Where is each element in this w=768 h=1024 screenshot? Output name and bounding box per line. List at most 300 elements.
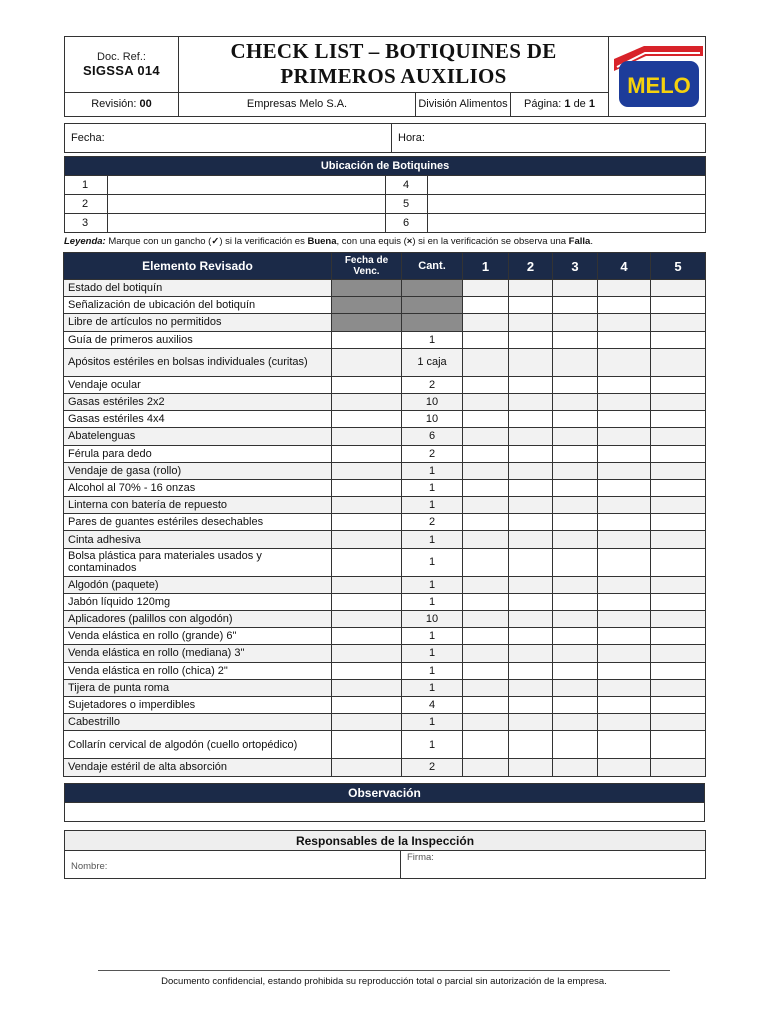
fecha-venc-cell[interactable] (332, 479, 402, 496)
check-cell-1[interactable] (463, 593, 509, 610)
check-cell-3[interactable] (553, 714, 598, 731)
check-cell-5[interactable] (651, 759, 706, 776)
check-cell-2[interactable] (509, 628, 553, 645)
check-cell-2[interactable] (509, 576, 553, 593)
cantidad-cell: 1 (402, 331, 463, 348)
element-name: Señalización de ubicación del botiquín (64, 297, 332, 314)
element-name: Estado del botiquín (64, 280, 332, 297)
check-cell-4[interactable] (598, 593, 651, 610)
legend-text-2: ) si la verificación es (219, 236, 308, 247)
cantidad-cell: 10 (402, 411, 463, 428)
check-cell-3[interactable] (553, 479, 598, 496)
ubicacion-row (65, 176, 706, 195)
check-cell-2[interactable] (509, 348, 553, 376)
check-cell-2[interactable] (509, 662, 553, 679)
check-cell-5[interactable] (651, 314, 706, 331)
check-cell-1[interactable] (463, 696, 509, 713)
check-cell-2[interactable] (509, 759, 553, 776)
table-row (64, 428, 706, 445)
fecha-venc-cell[interactable] (332, 411, 402, 428)
table-row (64, 759, 706, 776)
check-cell-5[interactable] (651, 696, 706, 713)
table-row (64, 662, 706, 679)
table-row (64, 593, 706, 610)
check-cell-4[interactable] (598, 662, 651, 679)
element-name: Venda elástica en rollo (mediana) 3" (64, 645, 332, 662)
table-row (64, 611, 706, 628)
check-cell-1[interactable] (463, 714, 509, 731)
check-cell-5[interactable] (651, 645, 706, 662)
check-cell-4[interactable] (598, 348, 651, 376)
check-cell-2[interactable] (509, 531, 553, 548)
check-cell-4[interactable] (598, 611, 651, 628)
check-cell-3[interactable] (553, 696, 598, 713)
check-cell-1[interactable] (463, 314, 509, 331)
check-cell-4[interactable] (598, 731, 651, 759)
check-cell-1[interactable] (463, 662, 509, 679)
check-cell-5[interactable] (651, 576, 706, 593)
check-cell-4[interactable] (598, 280, 651, 297)
check-cell-5[interactable] (651, 679, 706, 696)
fecha-venc-cell (332, 297, 402, 314)
check-cell-3[interactable] (553, 611, 598, 628)
cantidad-cell: 4 (402, 696, 463, 713)
check-cell-4[interactable] (598, 679, 651, 696)
check-cell-4[interactable] (598, 462, 651, 479)
table-row (64, 645, 706, 662)
cantidad-cell: 2 (402, 759, 463, 776)
check-cell-2[interactable] (509, 593, 553, 610)
page-of: de (573, 98, 586, 111)
observacion-table (64, 783, 705, 822)
logo-cell (609, 37, 706, 117)
check-cell-3[interactable] (553, 628, 598, 645)
ubicacion-title: Ubicación de Botiquines (65, 157, 706, 176)
check-cell-3[interactable] (553, 576, 598, 593)
table-row (64, 411, 706, 428)
check-cell-5[interactable] (651, 462, 706, 479)
ubicacion-field[interactable] (428, 214, 706, 233)
table-row (64, 696, 706, 713)
page-title-line2: PRIMEROS AUXILIOS (280, 64, 507, 89)
fecha-venc-cell[interactable] (332, 731, 402, 759)
check-cell-4[interactable] (598, 411, 651, 428)
check-cell-2[interactable] (509, 376, 553, 393)
element-name: Abatelenguas (64, 428, 332, 445)
check-cell-5[interactable] (651, 297, 706, 314)
nombre-field[interactable] (65, 851, 401, 879)
table-row (64, 462, 706, 479)
cantidad-cell: 2 (402, 445, 463, 462)
cantidad-cell: 1 (402, 593, 463, 610)
check-cell-3[interactable] (553, 411, 598, 428)
doc-ref-value: SIGSSA 014 (83, 62, 160, 78)
legend-text-3: , con una equis ( (336, 236, 407, 247)
fecha-venc-cell[interactable] (332, 576, 402, 593)
page-title-line1: CHECK LIST – BOTIQUINES DE (230, 39, 557, 64)
fecha-venc-cell[interactable] (332, 593, 402, 610)
doc-ref-label: Doc. Ref.: (97, 50, 146, 63)
check-cell-4[interactable] (598, 628, 651, 645)
cantidad-cell: 1 (402, 576, 463, 593)
check-cell-1[interactable] (463, 280, 509, 297)
fecha-venc-cell[interactable] (332, 376, 402, 393)
table-row (64, 376, 706, 393)
check-cell-5[interactable] (651, 593, 706, 610)
check-icon: ✓ (211, 236, 220, 247)
check-cell-2[interactable] (509, 331, 553, 348)
element-name: Aplicadores (palillos con algodón) (64, 611, 332, 628)
table-row (64, 548, 706, 576)
check-cell-4[interactable] (598, 428, 651, 445)
cantidad-cell: 1 (402, 548, 463, 576)
check-cell-3[interactable] (553, 497, 598, 514)
page-current: 1 (564, 98, 571, 111)
element-name: Jabón líquido 120mg (64, 593, 332, 610)
ubicacion-field[interactable] (108, 214, 386, 233)
fecha-venc-cell[interactable] (332, 759, 402, 776)
check-cell-4[interactable] (598, 497, 651, 514)
element-name: Gasas estériles 2x2 (64, 393, 332, 410)
revision-label: Revisión: (91, 98, 137, 111)
check-cell-1[interactable] (463, 331, 509, 348)
check-cell-3[interactable] (553, 314, 598, 331)
check-cell-5[interactable] (651, 628, 706, 645)
check-cell-1[interactable] (463, 628, 509, 645)
check-cell-3[interactable] (553, 531, 598, 548)
fecha-venc-cell[interactable] (332, 462, 402, 479)
footer-text: Documento confidencial, estando prohibida su reproducción total o parcial sin autorización de la empresa. (161, 976, 607, 987)
col-header-4: 4 (598, 253, 651, 280)
element-name: Cabestrillo (64, 714, 332, 731)
check-cell-5[interactable] (651, 393, 706, 410)
check-cell-2[interactable] (509, 297, 553, 314)
element-name: Venda elástica en rollo (grande) 6" (64, 628, 332, 645)
element-name: Bolsa plástica para materiales usados y contaminados (64, 548, 332, 576)
check-cell-5[interactable] (651, 714, 706, 731)
col-header-5: 5 (651, 253, 706, 280)
check-cell-5[interactable] (651, 280, 706, 297)
check-cell-1[interactable] (463, 548, 509, 576)
table-row (64, 576, 706, 593)
ubicacion-field[interactable] (428, 195, 706, 214)
cantidad-cell: 6 (402, 428, 463, 445)
check-cell-3[interactable] (553, 662, 598, 679)
check-cell-4[interactable] (598, 759, 651, 776)
ubicacion-num: 2 (65, 195, 108, 214)
check-cell-4[interactable] (598, 479, 651, 496)
check-cell-3[interactable] (553, 548, 598, 576)
fecha-venc-cell[interactable] (332, 428, 402, 445)
check-cell-2[interactable] (509, 611, 553, 628)
revision-value: 00 (139, 98, 152, 111)
table-row (64, 514, 706, 531)
legend (64, 236, 714, 247)
check-cell-5[interactable] (651, 662, 706, 679)
firma-label: Firma: (407, 852, 434, 863)
hora-field[interactable]: Hora: (392, 124, 706, 153)
division-cell: División Alimentos (416, 92, 511, 116)
fecha-venc-cell[interactable] (332, 662, 402, 679)
check-cell-5[interactable] (651, 531, 706, 548)
col-header-fecha: Fecha de Venc. (332, 253, 402, 280)
logo-text: MELO (627, 73, 691, 98)
fecha-field[interactable]: Fecha: (65, 124, 392, 153)
check-cell-1[interactable] (463, 445, 509, 462)
check-cell-2[interactable] (509, 548, 553, 576)
table-row (64, 497, 706, 514)
element-name: Tijera de punta roma (64, 679, 332, 696)
legend-text-5: . (590, 236, 593, 247)
cantidad-cell: 10 (402, 393, 463, 410)
cantidad-cell: 10 (402, 611, 463, 628)
check-cell-5[interactable] (651, 445, 706, 462)
fecha-venc-cell[interactable] (332, 679, 402, 696)
observacion-title: Observación (65, 784, 705, 803)
legend-buena: Buena (307, 236, 337, 247)
element-name: Férula para dedo (64, 445, 332, 462)
check-cell-4[interactable] (598, 514, 651, 531)
cantidad-cell: 1 (402, 662, 463, 679)
cantidad-cell (402, 314, 463, 331)
checklist-table (63, 252, 706, 777)
cross-icon: × (406, 236, 413, 247)
check-cell-2[interactable] (509, 280, 553, 297)
check-cell-3[interactable] (553, 731, 598, 759)
col-header-element: Elemento Revisado (64, 253, 332, 280)
col-header-3: 3 (553, 253, 598, 280)
ubicacion-num: 4 (386, 176, 428, 195)
legend-label: Leyenda: (64, 236, 106, 247)
check-cell-2[interactable] (509, 514, 553, 531)
observacion-field[interactable] (65, 803, 705, 822)
check-cell-2[interactable] (509, 679, 553, 696)
element-name: Linterna con batería de repuesto (64, 497, 332, 514)
check-cell-3[interactable] (553, 393, 598, 410)
col-header-cant: Cant. (402, 253, 463, 280)
check-cell-4[interactable] (598, 714, 651, 731)
document-header (64, 36, 706, 117)
check-cell-2[interactable] (509, 696, 553, 713)
check-cell-1[interactable] (463, 462, 509, 479)
check-cell-4[interactable] (598, 376, 651, 393)
legend-text-4: ) si en la verificación se observa una (412, 236, 569, 247)
check-cell-1[interactable] (463, 348, 509, 376)
check-cell-4[interactable] (598, 645, 651, 662)
check-cell-5[interactable] (651, 376, 706, 393)
check-cell-5[interactable] (651, 411, 706, 428)
ubicacion-field[interactable] (108, 195, 386, 214)
check-cell-5[interactable] (651, 611, 706, 628)
element-name: Cinta adhesiva (64, 531, 332, 548)
check-cell-2[interactable] (509, 428, 553, 445)
fecha-venc-cell[interactable] (332, 611, 402, 628)
fecha-venc-cell[interactable] (332, 548, 402, 576)
check-cell-2[interactable] (509, 411, 553, 428)
check-cell-3[interactable] (553, 593, 598, 610)
cantidad-cell (402, 280, 463, 297)
cantidad-cell: 2 (402, 376, 463, 393)
check-cell-5[interactable] (651, 548, 706, 576)
fecha-venc-cell[interactable] (332, 393, 402, 410)
fecha-venc-cell[interactable] (332, 348, 402, 376)
ubicacion-table (64, 156, 706, 233)
check-cell-1[interactable] (463, 679, 509, 696)
cantidad-cell: 1 (402, 731, 463, 759)
ubicacion-field[interactable] (428, 176, 706, 195)
legend-falla: Falla (568, 236, 591, 247)
footer-divider (98, 970, 670, 971)
fecha-venc-cell[interactable] (332, 645, 402, 662)
check-cell-1[interactable] (463, 428, 509, 445)
check-cell-1[interactable] (463, 479, 509, 496)
table-row (64, 297, 706, 314)
check-cell-3[interactable] (553, 280, 598, 297)
firma-field[interactable] (401, 851, 706, 879)
check-cell-1[interactable] (463, 731, 509, 759)
check-cell-5[interactable] (651, 479, 706, 496)
check-cell-2[interactable] (509, 731, 553, 759)
check-cell-3[interactable] (553, 428, 598, 445)
check-cell-4[interactable] (598, 297, 651, 314)
check-cell-5[interactable] (651, 428, 706, 445)
check-cell-1[interactable] (463, 611, 509, 628)
check-cell-4[interactable] (598, 331, 651, 348)
fecha-venc-cell[interactable] (332, 497, 402, 514)
check-cell-1[interactable] (463, 514, 509, 531)
cantidad-cell: 1 (402, 714, 463, 731)
check-cell-4[interactable] (598, 445, 651, 462)
check-cell-2[interactable] (509, 462, 553, 479)
element-name: Vendaje ocular (64, 376, 332, 393)
table-row (64, 679, 706, 696)
col-header-1: 1 (463, 253, 509, 280)
check-cell-2[interactable] (509, 445, 553, 462)
fecha-venc-cell[interactable] (332, 696, 402, 713)
melo-logo (609, 37, 705, 113)
ubicacion-num: 5 (386, 195, 428, 214)
check-cell-1[interactable] (463, 531, 509, 548)
cantidad-cell (402, 297, 463, 314)
fecha-venc-cell[interactable] (332, 628, 402, 645)
title-cell (179, 37, 609, 93)
cantidad-cell: 1 (402, 679, 463, 696)
check-cell-4[interactable] (598, 393, 651, 410)
page-label: Página: (524, 98, 562, 111)
check-cell-5[interactable] (651, 348, 706, 376)
check-cell-1[interactable] (463, 376, 509, 393)
cantidad-cell: 1 (402, 497, 463, 514)
check-cell-1[interactable] (463, 297, 509, 314)
check-cell-4[interactable] (598, 531, 651, 548)
element-name: Guía de primeros auxilios (64, 331, 332, 348)
check-cell-2[interactable] (509, 497, 553, 514)
page-total: 1 (588, 98, 595, 111)
check-cell-5[interactable] (651, 514, 706, 531)
element-name: Venda elástica en rollo (chica) 2" (64, 662, 332, 679)
date-time-row (64, 123, 706, 153)
fecha-venc-cell[interactable] (332, 514, 402, 531)
check-cell-3[interactable] (553, 645, 598, 662)
cantidad-cell: 1 (402, 628, 463, 645)
check-cell-2[interactable] (509, 393, 553, 410)
check-cell-3[interactable] (553, 331, 598, 348)
check-cell-2[interactable] (509, 714, 553, 731)
check-cell-1[interactable] (463, 645, 509, 662)
check-cell-3[interactable] (553, 462, 598, 479)
element-name: Libre de artículos no permitidos (64, 314, 332, 331)
check-cell-4[interactable] (598, 548, 651, 576)
table-row (64, 714, 706, 731)
fecha-venc-cell (332, 314, 402, 331)
check-cell-1[interactable] (463, 393, 509, 410)
check-cell-3[interactable] (553, 348, 598, 376)
element-name: Algodón (paquete) (64, 576, 332, 593)
check-cell-4[interactable] (598, 314, 651, 331)
ubicacion-row (65, 195, 706, 214)
cantidad-cell: 1 (402, 462, 463, 479)
fecha-venc-cell[interactable] (332, 531, 402, 548)
nombre-label: Nombre: (71, 861, 108, 872)
check-cell-3[interactable] (553, 759, 598, 776)
element-name: Alcohol al 70% - 16 onzas (64, 479, 332, 496)
cantidad-cell: 1 (402, 531, 463, 548)
check-cell-4[interactable] (598, 576, 651, 593)
element-name: Vendaje de gasa (rollo) (64, 462, 332, 479)
check-cell-4[interactable] (598, 696, 651, 713)
check-cell-3[interactable] (553, 376, 598, 393)
check-cell-3[interactable] (553, 445, 598, 462)
fecha-venc-cell[interactable] (332, 331, 402, 348)
check-cell-1[interactable] (463, 497, 509, 514)
check-cell-1[interactable] (463, 576, 509, 593)
page-cell (511, 92, 609, 116)
cantidad-cell: 1 caja (402, 348, 463, 376)
table-row (64, 628, 706, 645)
legend-text-1: Marque con un gancho ( (105, 236, 212, 247)
check-cell-2[interactable] (509, 314, 553, 331)
responsables-table (64, 830, 706, 879)
element-name: Gasas estériles 4x4 (64, 411, 332, 428)
check-cell-3[interactable] (553, 679, 598, 696)
table-row (64, 445, 706, 462)
check-cell-2[interactable] (509, 645, 553, 662)
doc-ref-cell (65, 37, 179, 93)
ubicacion-field[interactable] (108, 176, 386, 195)
table-row (64, 348, 706, 376)
table-row (64, 531, 706, 548)
element-name: Pares de guantes estériles desechables (64, 514, 332, 531)
check-cell-5[interactable] (651, 731, 706, 759)
fecha-venc-cell[interactable] (332, 445, 402, 462)
check-cell-5[interactable] (651, 331, 706, 348)
ubicacion-row (65, 214, 706, 233)
check-cell-3[interactable] (553, 297, 598, 314)
element-name: Vendaje estéril de alta absorción (64, 759, 332, 776)
element-name: Apósitos estériles en bolsas individuales (curitas) (64, 348, 332, 376)
check-cell-1[interactable] (463, 411, 509, 428)
check-cell-5[interactable] (651, 497, 706, 514)
check-cell-1[interactable] (463, 759, 509, 776)
fecha-venc-cell[interactable] (332, 714, 402, 731)
company-cell: Empresas Melo S.A. (179, 92, 416, 116)
ubicacion-num: 3 (65, 214, 108, 233)
ubicacion-num: 6 (386, 214, 428, 233)
check-cell-2[interactable] (509, 479, 553, 496)
cantidad-cell: 2 (402, 514, 463, 531)
check-cell-3[interactable] (553, 514, 598, 531)
table-row (64, 479, 706, 496)
